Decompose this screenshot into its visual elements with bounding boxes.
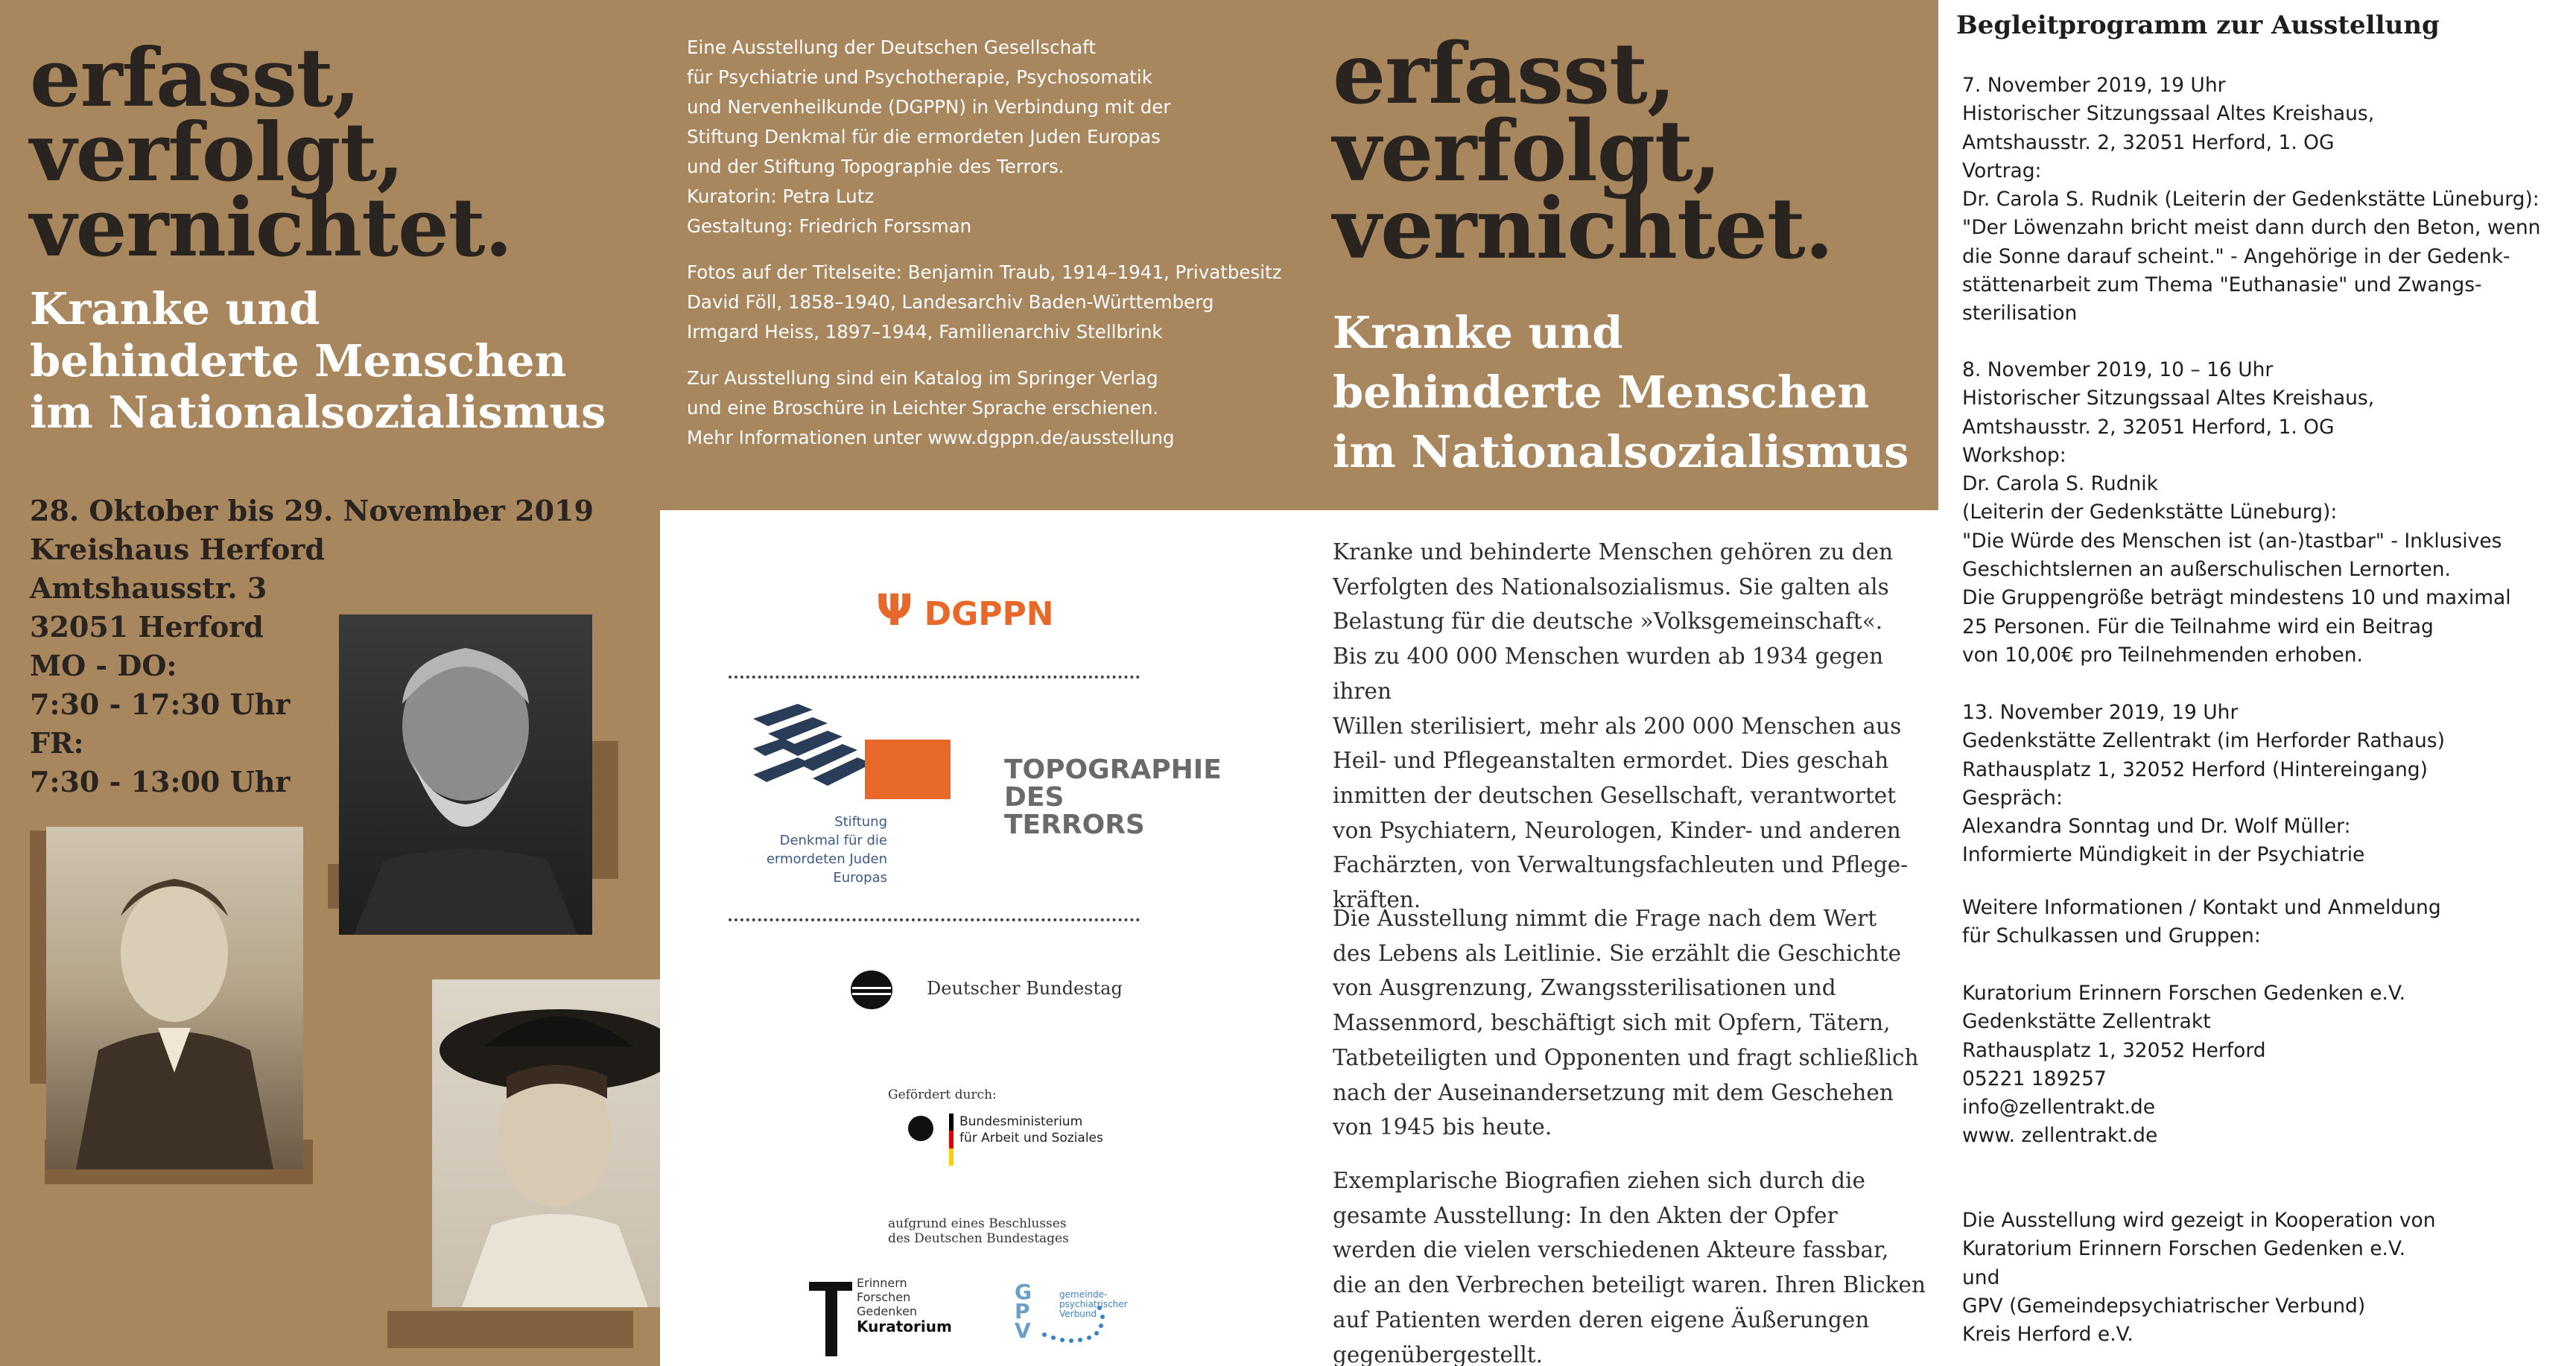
info-street: Amtshausstr. 3 [30, 571, 267, 605]
coop-line: Die Ausstellung wird gezeigt in Kooperation von [1962, 1209, 2436, 1232]
contact-org: Kuratorium Erinnern Forschen Gedenken e.V. [1962, 982, 2406, 1005]
coop-line: Kreis Herford e.V. [1962, 1323, 2134, 1347]
german-flag-bar [949, 1114, 954, 1166]
bmas-logo [906, 1114, 1103, 1166]
event-line: Dr. Carola S. Rudnik (Leiterin der Gedenkstätte Lüneburg): [1962, 188, 2539, 212]
subtitle-line: behinderte Menschen [1333, 366, 1870, 418]
resolution-line: aufgrund eines Beschlusses [888, 1216, 1067, 1231]
cover-title [30, 31, 513, 275]
text-line: nach der Auseinandersetzung mit dem Geschehen [1333, 1079, 1894, 1105]
credits-panel [660, 0, 1330, 510]
coop-line: Kuratorium Erinnern Forschen Gedenken e.V. [1962, 1237, 2406, 1261]
kuratorium-line: Erinnern [857, 1276, 907, 1290]
topographie-logo [1004, 756, 1222, 839]
event-type: Workshop: [1962, 443, 2066, 467]
info-hours: 7:30 - 13:00 Uhr [30, 765, 291, 798]
stiftung-label [753, 813, 887, 887]
text-line: Bis zu 400 000 Menschen wurden ab 1934 gegen ihren [1333, 644, 1884, 704]
bmas-line: Bundesministerium [959, 1114, 1083, 1129]
event-date: 8. November 2019, 10 – 16 Uhr [1962, 358, 2274, 381]
subtitle-line: im Nationalsozialismus [1333, 426, 1909, 477]
gpv-line: gemeinde- [1059, 1289, 1108, 1300]
text-line: gesamte Ausstellung: In den Akten der Opfer [1333, 1202, 1838, 1228]
catalog-line: und eine Broschüre in Leichter Sprache erschienen. [687, 397, 1159, 419]
credit-line: und Nervenheilkunde (DGPPN) in Verbindung mit der [687, 96, 1171, 118]
event-line: 25 Personen. Für die Teilnahme wird ein Beitrag [1962, 614, 2434, 638]
divider [729, 918, 1140, 921]
title-line: erfasst, [1333, 25, 1675, 123]
event-date: 7. November 2019, 19 Uhr [1962, 74, 2226, 97]
resolution-note [888, 1216, 1069, 1246]
dgppn-logo [876, 585, 1054, 635]
credit-line: für Psychiatrie und Psychotherapie, Psychosomatik [687, 66, 1152, 88]
orange-square [865, 740, 951, 799]
stiftung-line: Denkmal für die [779, 833, 887, 848]
text-line: des Lebens als Leitlinie. Sie erzählt die Geschichte [1333, 940, 1902, 966]
bmas-label [959, 1114, 1103, 1146]
stiftung-logo [753, 704, 954, 890]
federal-eagle-icon [906, 1114, 936, 1143]
stiftung-line: Europas [833, 870, 887, 886]
logos-panel [660, 510, 1330, 1366]
contact-intro [1962, 894, 2441, 951]
young-woman-portrait-photo [432, 979, 660, 1307]
text-line: Heil- und Pflegeanstalten ermordet. Dies geschah [1333, 748, 1889, 774]
credit-line: und der Stiftung Topographie des Terrors. [687, 156, 1065, 177]
text-line: gegenübergestellt. [1333, 1341, 1544, 1366]
resolution-line: des Deutschen Bundestages [888, 1231, 1069, 1246]
divider [729, 676, 1140, 679]
event-line: Gedenkstätte Zellentrakt (im Herforder Rathaus) [1962, 729, 2445, 753]
event-line: Historischer Sitzungssaal Altes Kreishaus, [1962, 102, 2375, 126]
dgppn-label: DGPPN [924, 595, 1054, 633]
text-line: werden die vielen verschiedenen Akteure fassbar, [1333, 1237, 1889, 1263]
event-line: Amtshausstr. 2, 32051 Herford, 1. OG [1962, 415, 2335, 439]
kuratorium-mark-icon [809, 1276, 854, 1358]
cover-panel [0, 0, 660, 1366]
contact-website: www. zellentrakt.de [1962, 1124, 2158, 1148]
coop-line: GPV (Gemeindepsychiatrischer Verbund) [1962, 1294, 2366, 1318]
event-line: von 10,00€ pro Teilnehmenden erhoben. [1962, 643, 2363, 667]
intro-paragraph-3 [1333, 1163, 1926, 1366]
event-line: "Der Löwenzahn bricht meist dann durch den Beton, wenn [1962, 216, 2541, 240]
contact-intro-line: Weitere Informationen / Kontakt und Anmeldung [1962, 896, 2441, 919]
kuratorium-line: Kuratorium [857, 1318, 952, 1335]
event-line: "Die Würde des Menschen ist (an-)tastbar" - Inklusives [1962, 529, 2502, 553]
bmas-line: für Arbeit und Soziales [959, 1131, 1103, 1146]
text-line: Kranke und behinderte Menschen gehören zu den [1333, 539, 1894, 565]
subtitle-line: im Nationalsozialismus [30, 387, 606, 439]
info-hours: 7:30 - 17:30 Uhr [30, 687, 291, 721]
elderly-man-portrait-photo [339, 614, 592, 935]
event-line: die Sonne darauf scheint." - Angehörige in der Gedenk- [1962, 244, 2510, 268]
credit-line: Stiftung Denkmal für die ermordeten Juden Europas [687, 126, 1161, 147]
info-venue: Kreishaus Herford [30, 533, 325, 566]
event-3 [1962, 699, 2445, 870]
text-line: von Psychiatern, Neurologen, Kinder- und anderen [1333, 817, 1901, 843]
curator-line: Kuratorin: Petra Lutz [687, 185, 875, 207]
contact-block [1962, 979, 2405, 1151]
bundestag-logo [848, 965, 1123, 1012]
event-1 [1962, 72, 2540, 328]
kuratorium-line: Gedenken [857, 1304, 918, 1318]
coop-line: und [1962, 1265, 2000, 1289]
text-line: Belastung für die deutsche »Volksgemeinschaft«. [1333, 609, 1883, 635]
contact-intro-line: für Schulkassen und Gruppen: [1962, 924, 2261, 948]
contact-email: info@zellentrakt.de [1962, 1096, 2156, 1119]
boy-portrait-drawing [46, 827, 303, 1169]
designer-line: Gestaltung: Friedrich Forssman [687, 215, 972, 237]
gpv-logo [1015, 1281, 1141, 1348]
funding-label: Gefördert durch: [888, 1087, 997, 1102]
gpv-line: Verbund [1059, 1309, 1097, 1319]
federal-eagle-icon [848, 965, 895, 1012]
intro-paragraph-2 [1333, 901, 1919, 1145]
text-line: kräften. [1333, 887, 1421, 913]
text-line: von 1945 bis heute. [1333, 1114, 1552, 1140]
credit-line: Eine Ausstellung der Deutschen Gesellschaft [687, 36, 1096, 58]
text-line: Die Ausstellung nimmt die Frage nach dem Wert [1333, 906, 1877, 931]
title-line: verfolgt, [1333, 103, 1721, 201]
text-line: die an den Verbrechen beteiligt waren. Ihren Blicken [1333, 1272, 1926, 1298]
subtitle-line: Kranke und [30, 283, 320, 334]
topographie-line: TERRORS [1004, 810, 1145, 840]
text-line: Tatbeteiligten und Opponenten und fragt schließlich [1333, 1044, 1919, 1070]
cooperation-note [1962, 1207, 2436, 1349]
event-line: Dr. Carola S. Rudnik [1962, 472, 2159, 496]
intro-title [1333, 25, 1833, 279]
event-line: Die Gruppengröße beträgt mindestens 10 und maximal [1962, 586, 2511, 610]
catalog-line: Mehr Informationen unter www.dgppn.de/ausstellung [687, 427, 1175, 448]
young-woman-portrait-drawing [432, 979, 660, 1307]
catalog-info [687, 363, 1174, 453]
event-line: Informierte Mündigkeit in der Psychiatrie [1962, 843, 2365, 867]
stiftung-line: ermordeten Juden [766, 851, 887, 867]
intro-paragraph-1 [1333, 535, 1938, 918]
program-panel [1938, 0, 2576, 1366]
event-line: (Leiterin der Gedenkstätte Lüneburg): [1962, 501, 2338, 524]
topographie-line: DES [1004, 782, 1065, 813]
elderly-man-portrait-drawing [339, 614, 592, 935]
bundestag-label: Deutscher Bundestag [927, 978, 1123, 999]
text-line: von Ausgrenzung, Zwangssterilisationen und [1333, 975, 1836, 1001]
text-line: inmitten der deutschen Gesellschaft, verantwortet [1333, 782, 1897, 808]
info-days: FR: [30, 726, 84, 760]
text-line: Fachärzten, von Verwaltungsfachleuten und Pflege- [1333, 852, 1909, 878]
cover-subtitle [30, 283, 606, 439]
photo-credit-line: Irmgard Heiss, 1897–1944, Familienarchiv Stellbrink [687, 321, 1163, 343]
program-heading: Begleitprogramm zur Ausstellung [1956, 10, 2440, 40]
contact-address: Rathausplatz 1, 32052 Herford [1962, 1038, 2266, 1062]
event-type: Gespräch: [1962, 786, 2063, 810]
text-line: Exemplarische Biografien ziehen sich durch die [1333, 1168, 1865, 1193]
event-line: sterilisation [1962, 302, 2078, 325]
text-line: Willen sterilisiert, mehr als 200 000 Menschen aus [1333, 713, 1902, 739]
event-2 [1962, 356, 2511, 670]
text-line: Massenmord, beschäftigt sich mit Opfern, Tätern, [1333, 1010, 1891, 1036]
gpv-line: psychiatrischer [1059, 1299, 1128, 1309]
intro-header [1330, 0, 1938, 510]
info-days: MO - DO: [30, 649, 177, 682]
info-dates: 28. Oktober bis 29. November 2019 [30, 494, 594, 527]
event-line: Alexandra Sonntag und Dr. Wolf Müller: [1962, 815, 2351, 839]
kuratorium-line: Forschen [857, 1290, 911, 1304]
photo-credits [687, 258, 1282, 347]
contact-line: Gedenkstätte Zellentrakt [1962, 1010, 2211, 1034]
topographie-line: TOPOGRAPHIE [1004, 755, 1222, 785]
photo-credit-line: David Föll, 1858–1940, Landesarchiv Baden-Württemberg [687, 291, 1214, 313]
title-line: vernichtet. [30, 180, 513, 275]
kuratorium-logo [809, 1276, 958, 1358]
title-line: vernichtet. [1333, 180, 1833, 279]
title-line: verfolgt, [30, 106, 404, 200]
stiftung-line: Stiftung [834, 814, 887, 830]
subtitle-line: behinderte Menschen [30, 334, 567, 387]
title-line: erfasst, [30, 31, 361, 125]
photo-frame [387, 1311, 633, 1348]
gpv-letters: GPV [1015, 1280, 1032, 1343]
photo-credit-line: Fotos auf der Titelseite: Benjamin Traub, 1914–1941, Privatbesitz [687, 261, 1282, 283]
text-line: Verfolgten des Nationalsozialismus. Sie galten als [1333, 574, 1889, 600]
catalog-line: Zur Ausstellung sind ein Katalog im Springer Verlag [687, 367, 1158, 389]
event-line: Rathausplatz 1, 32052 Herford (Hintereingang) [1962, 757, 2428, 781]
event-type: Vortrag: [1962, 159, 2042, 182]
event-date: 13. November 2019, 19 Uhr [1962, 701, 2239, 724]
text-line: auf Patienten werden deren eigene Äußerungen [1333, 1306, 1870, 1332]
intro-subtitle [1333, 303, 1909, 482]
gpv-label [1059, 1290, 1128, 1319]
kuratorium-label [857, 1276, 952, 1334]
event-line: Amtshausstr. 2, 32051 Herford, 1. OG [1962, 130, 2335, 154]
event-line: Historischer Sitzungssaal Altes Kreishaus, [1962, 387, 2375, 410]
credits-block [687, 33, 1170, 241]
event-line: stättenarbeit zum Thema "Euthanasie" und Zwangs- [1962, 273, 2482, 297]
intro-panel [1330, 0, 1938, 1366]
memorial-stelae-icon [753, 704, 954, 808]
contact-phone: 05221 189257 [1962, 1067, 2107, 1090]
info-city: 32051 Herford [30, 610, 264, 644]
subtitle-line: Kranke und [1333, 307, 1623, 358]
boy-portrait-photo [46, 827, 303, 1169]
event-line: Geschichtslernen an außerschulischen Lernorten. [1962, 558, 2451, 582]
psi-icon: Ψ [876, 585, 913, 635]
